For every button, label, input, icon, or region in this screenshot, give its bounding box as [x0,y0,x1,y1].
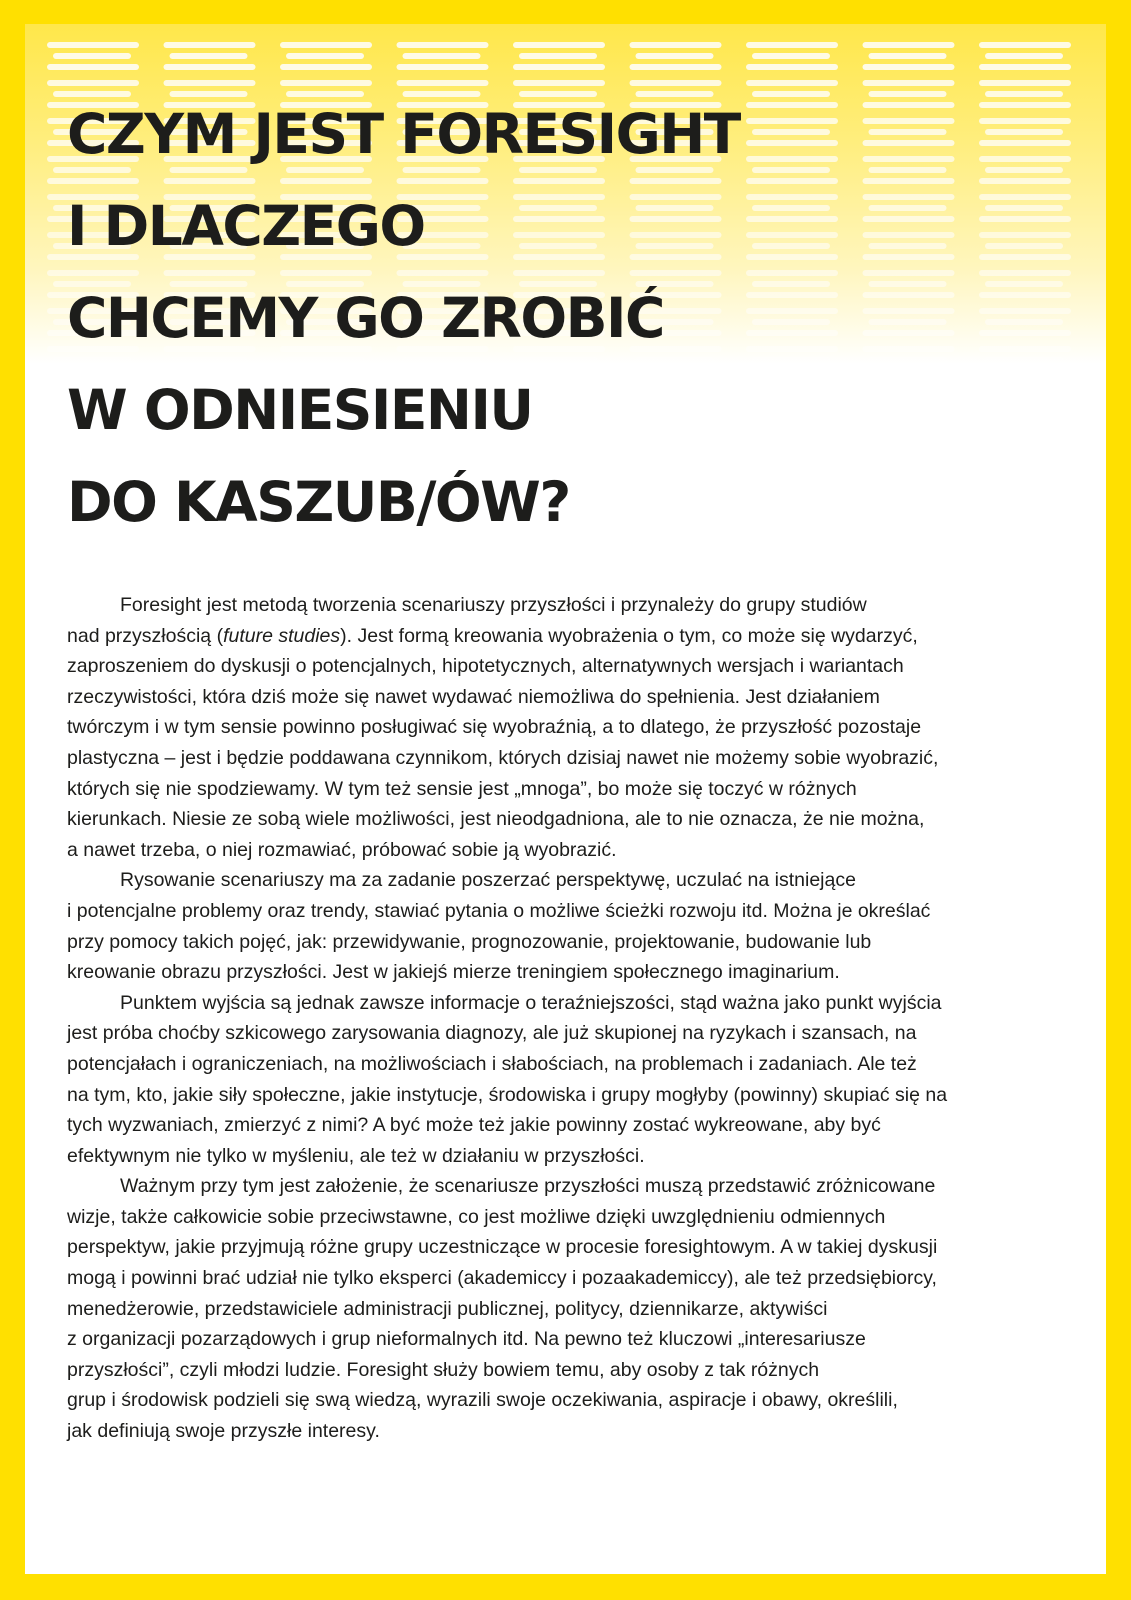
text-line: rzeczywistości, która dziś może się nawet wydawać niemożliwa do spełnienia. Jest działaniem [67,685,880,708]
stripe-glyph [979,194,1071,222]
paragraph [67,590,1067,865]
text-line: menedżerowie, przedstawiciele administracji publicznej, politycy, dziennikarze, aktywiści [67,1297,828,1320]
paragraph [67,1171,1067,1446]
text-line: mogą i powinni brać udział nie tylko eksperci (akademiccy i pozaakademiccy), ale też przedsiębiorcy, [67,1267,937,1290]
stripe-glyph [979,270,1071,298]
stripe-glyph [979,118,1071,146]
stripe-glyph [979,346,1071,364]
stripe-glyph [746,308,838,336]
stripe-glyph [863,42,955,70]
text-line: jest próba choćby szkicowego zarysowania diagnozy, ale już skupionej na ryzykach i szansach, na [67,1022,917,1045]
text-fragment: nad przyszłością ( [67,624,224,647]
text-line: perspektyw, jakie przyjmują różne grupy uczestniczące w procesie foresightowym. A w takiej dyskusji [67,1236,938,1259]
text-line: i potencjalne problemy oraz trendy, stawiać pytania o możliwe ścieżki rozwoju itd. Można je określać [67,899,931,922]
text-line: Foresight jest metodą tworzenia scenariuszy przyszłości i przynależy do grupy studiów [120,594,867,616]
text-line: efektywnym nie tylko w myśleniu, ale też w działaniu w przyszłości. [67,1144,645,1167]
italic-term: future studies [223,624,341,647]
text-line: przyszłości”, czyli młodzi ludzie. Foresight służy bowiem temu, aby osoby z tak różnych [67,1358,820,1381]
stripe-glyph [164,42,256,70]
stripe-glyph [746,346,838,364]
text-line: a nawet trzeba, o niej rozmawiać, próbować sobie ją wyobrazić. [67,838,617,861]
text-line: tych wyzwaniach, zmierzyć z nimi? A być może też jakie powinny zostać wykreowane, aby być [67,1114,881,1137]
stripe-glyph [513,42,605,70]
stripe-glyph [863,156,955,184]
stripe-glyph [280,42,372,70]
stripe-glyph [863,232,955,260]
paragraph [67,865,1067,987]
text-line: Rysowanie scenariuszy ma za zadanie poszerzać perspektywę, uczulać na istniejące [120,869,856,892]
stripe-glyph [397,42,489,70]
text-line: grup i środowisk podzieli się swą wiedzą, wyrazili swoje oczekiwania, aspiracje i obawy, określili, [67,1389,898,1412]
stripe-glyph [746,194,838,222]
text-line: Ważnym przy tym jest założenie, że scenariusze przyszłości muszą przedstawić zróżnicowane [120,1175,936,1198]
stripe-glyph [746,232,838,260]
stripe-glyph [863,270,955,298]
text-fragment: ). Jest formą kreowania wyobrażenia o tym, co może się wydarzyć, [340,624,918,647]
title-line: CZYM JEST FORESIGHT [67,102,740,166]
stripe-glyph [47,42,139,70]
stripe-glyph [979,232,1071,260]
stripe-glyph [746,80,838,108]
title-line: DO KASZUB/ÓW? [67,470,570,534]
stripe-glyph [863,118,955,146]
text-line: przy pomocy takich pojęć, jak: przewidywanie, prognozowanie, projektowanie, budowanie lub [67,930,872,953]
stripe-glyph [746,118,838,146]
stripe-glyph [630,42,722,70]
article-body [67,590,1067,1447]
page-title [67,88,740,548]
text-line: z organizacji pozarządowych i grup nieformalnych itd. Na pewno też kluczowi „interesariusze [67,1328,866,1351]
stripe-glyph [863,308,955,336]
text-line: twórczym i w tym sensie powinno posługiwać się wyobraźnią, a to dlatego, że przyszłość pozostaje [67,716,922,739]
text-line: jak definiują swoje przyszłe interesy. [67,1420,380,1443]
page-sheet [25,24,1106,1574]
text-line: kierunkach. Niesie ze sobą wiele możliwości, jest nieodgadniona, ale to nie oznacza, że nie można, [67,808,925,831]
text-line: na tym, kto, jakie siły społeczne, jakie instytucje, środowiska i grupy mogłyby (powinny) skupiać się na [67,1083,948,1106]
stripe-glyph [746,156,838,184]
stripe-glyph [979,308,1071,336]
stripe-glyph [863,346,955,364]
text-line: plastyczna – jest i będzie poddawana czynnikom, których dzisiaj nawet nie możemy sobie wyobrazić, [67,746,939,769]
paragraph [67,988,1067,1172]
stripe-glyph [863,194,955,222]
text-line [67,621,1067,652]
stripe-glyph [979,156,1071,184]
stripe-glyph [979,80,1071,108]
text-line: zaproszeniem do dyskusji o potencjalnych, hipotetycznych, alternatywnych wersjach i wariantach [67,655,904,678]
text-line: Punktem wyjścia są jednak zawsze informacje o teraźniejszości, stąd ważna jako punkt wyjścia [120,991,942,1014]
title-line: W ODNIESIENIU [67,378,533,442]
stripe-glyph [746,42,838,70]
text-line: potencjałach i ograniczeniach, na możliwościach i słabościach, na problemach i zadaniach. Ale też [67,1052,917,1075]
text-line: których się nie spodziewamy. W tym też sensie jest „mnoga”, bo może się toczyć w różnych [67,777,857,800]
stripe-glyph [746,270,838,298]
title-line: I DLACZEGO [67,194,425,258]
text-line: kreowanie obrazu przyszłości. Jest w jakiejś mierze treningiem społecznego imaginarium. [67,961,840,984]
stripe-glyph [979,42,1071,70]
title-line: CHCEMY GO ZROBIĆ [67,286,664,350]
text-line: wizje, także całkowicie sobie przeciwstawne, co jest możliwe dzięki uwzględnieniu odmiennych [67,1205,886,1228]
stripe-glyph [863,80,955,108]
